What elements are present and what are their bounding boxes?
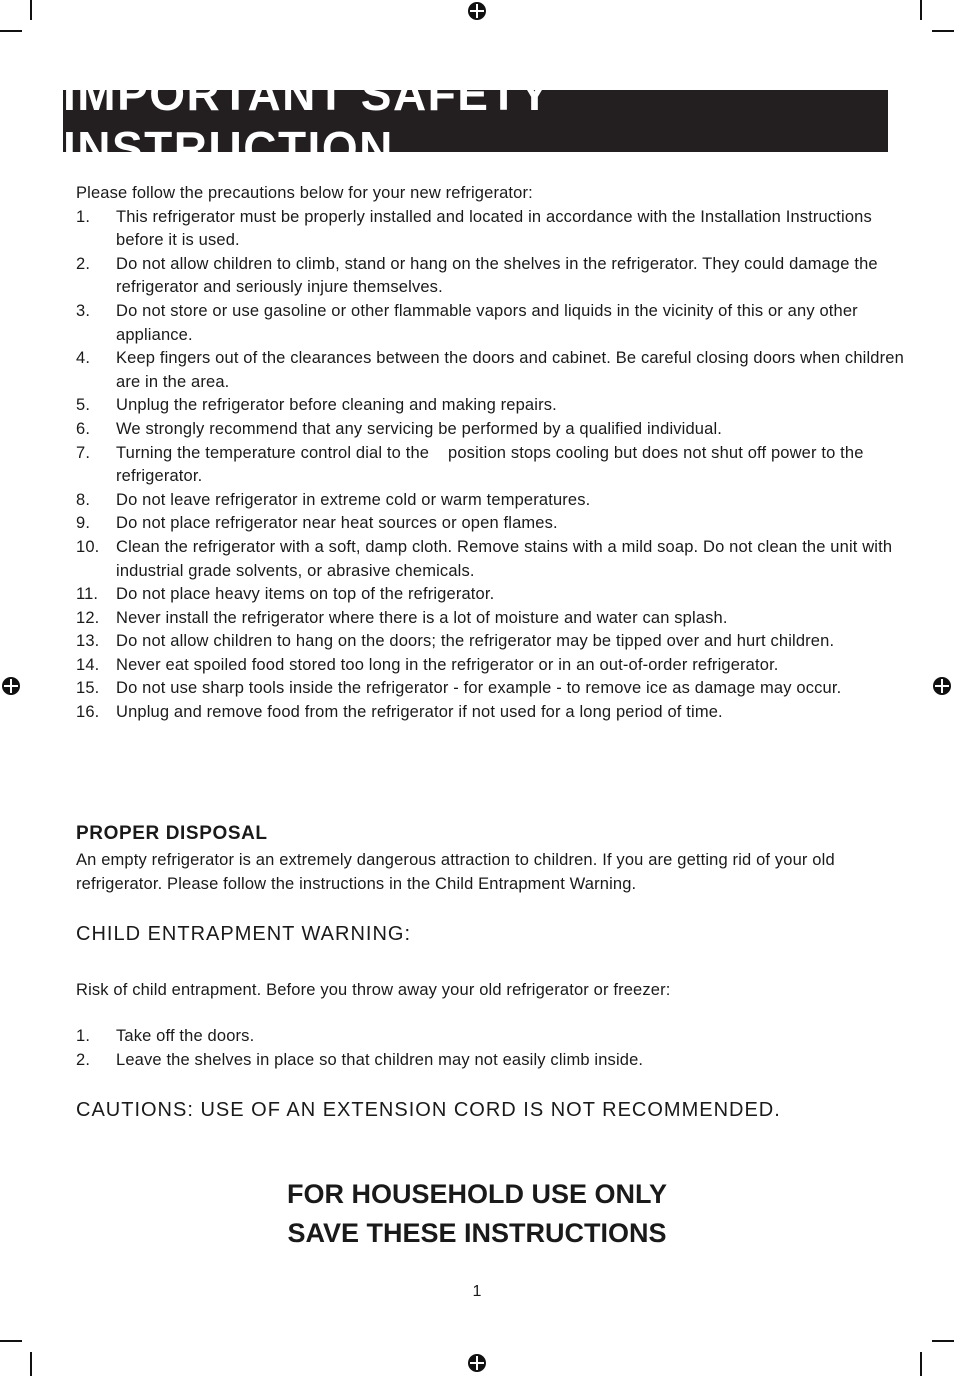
item-number: 9. (76, 514, 91, 533)
crop-mark (932, 1340, 954, 1342)
item-text: Take off the doors. (116, 1027, 255, 1045)
list-item (76, 1025, 906, 1049)
item-number: 8. (76, 490, 91, 509)
item-number: 3. (76, 301, 91, 320)
item-text: Clean the refrigerator with a soft, damp cloth. Remove stains with a mild soap. Do not clean the unit with industrial grade solvents, or abrasive chemicals. (116, 537, 893, 580)
entrapment-steps-list (76, 1025, 906, 1072)
registration-mark-icon (2, 677, 20, 695)
item-text: Do not use sharp tools inside the refrigerator - for example - to remove ice as damage may occur. (116, 679, 842, 698)
item-number: 2. (76, 254, 91, 273)
list-item (76, 253, 906, 300)
list-item (76, 1049, 906, 1073)
list-item (76, 654, 906, 678)
crop-mark (920, 1352, 922, 1376)
item-text: Do not leave refrigerator in extreme cold or warm temperatures. (116, 490, 591, 509)
item-text: Keep fingers out of the clearances between the doors and cabinet. Be careful closing doors when children are in the area. (116, 349, 904, 391)
item-number: 12. (76, 608, 100, 627)
crop-mark (932, 30, 954, 32)
item-number: 6. (76, 419, 91, 438)
item-text: Turning the temperature control dial to the position stops cooling but does not shut off power to the refrigerator. (116, 443, 869, 486)
item-number: 11. (76, 585, 99, 604)
precautions-list (76, 206, 906, 725)
item-text: Never eat spoiled food stored too long in the refrigerator or in an out-of-order refrigerator. (116, 655, 779, 674)
list-item (76, 394, 906, 418)
list-item (76, 630, 906, 654)
precautions-section (76, 182, 906, 725)
list-item (76, 701, 906, 725)
crop-mark (30, 1352, 32, 1376)
item-text: Never install the refrigerator where there is a lot of moisture and water can splash. (116, 608, 728, 627)
item-number: 14. (76, 655, 100, 674)
disposal-heading: PROPER DISPOSAL (76, 823, 268, 844)
item-number: 2. (76, 1050, 91, 1069)
crop-mark (30, 0, 32, 20)
list-item (76, 300, 906, 347)
save-instructions-notice: SAVE THESE INSTRUCTIONS (287, 1218, 667, 1248)
item-text: Do not allow children to hang on the doors; the refrigerator may be tipped over and hurt children. (116, 632, 835, 651)
list-item (76, 677, 906, 701)
list-item (76, 489, 906, 513)
crop-mark (920, 0, 922, 20)
item-text: Unplug and remove food from the refrigerator if not used for a long period of time. (116, 703, 723, 722)
item-text: Do not allow children to climb, stand or hang on the shelves in the refrigerator. They could damage the refrigerator and seriously injure themselves. (116, 254, 878, 297)
item-text: Do not store or use gasoline or other flammable vapors and liquids in the vicinity of this or any other appliance. (116, 301, 858, 344)
item-number: 15. (76, 679, 100, 698)
intro-text: Please follow the precautions below for your new refrigerator: (76, 184, 533, 202)
item-text: Do not place heavy items on top of the refrigerator. (116, 585, 495, 604)
item-text: This refrigerator must be properly installed and located in accordance with the Installation Instructions before it is used. (116, 207, 872, 250)
page-number: 1 (472, 1283, 482, 1300)
registration-mark-icon (468, 2, 486, 20)
entrapment-risk-text: Risk of child entrapment. Before you throw away your old refrigerator or freezer: (76, 981, 671, 999)
item-number: 16. (76, 703, 100, 722)
list-item (76, 347, 906, 394)
disposal-text: An empty refrigerator is an extremely dangerous attraction to children. If you are getting rid of your old refrigerator. Please follow the instructions in the Child Entrapment Warning. (76, 851, 835, 893)
list-item (76, 206, 906, 253)
item-number: 1. (76, 1027, 91, 1045)
item-number: 5. (76, 396, 91, 415)
item-number: 1. (76, 207, 91, 226)
crop-mark (0, 1340, 22, 1342)
page-title: IMPORTANT SAFETY INSTRUCTION (63, 90, 888, 152)
list-item (76, 607, 906, 631)
item-number: 10. (76, 537, 100, 556)
item-number: 7. (76, 443, 91, 462)
registration-mark-icon (468, 1354, 486, 1372)
item-text: Do not place refrigerator near heat sources or open flames. (116, 514, 558, 533)
household-use-notice: FOR HOUSEHOLD USE ONLY (286, 1179, 668, 1209)
list-item (76, 418, 906, 442)
item-text: Unplug the refrigerator before cleaning and making repairs. (116, 396, 557, 415)
list-item (76, 583, 906, 607)
list-item (76, 536, 906, 583)
item-text: We strongly recommend that any servicing be performed by a qualified individual. (116, 419, 722, 438)
item-text: Leave the shelves in place so that children may not easily climb inside. (116, 1050, 644, 1069)
entrapment-warning-heading: CHILD ENTRAPMENT WARNING: (76, 923, 412, 945)
list-item (76, 442, 906, 489)
extension-cord-caution: CAUTIONS: USE OF AN EXTENSION CORD IS NOT RECOMMENDED. (76, 1099, 781, 1121)
item-number: 13. (76, 632, 100, 651)
registration-mark-icon (933, 677, 951, 695)
crop-mark (0, 30, 22, 32)
list-item (76, 512, 906, 536)
item-number: 4. (76, 349, 91, 368)
